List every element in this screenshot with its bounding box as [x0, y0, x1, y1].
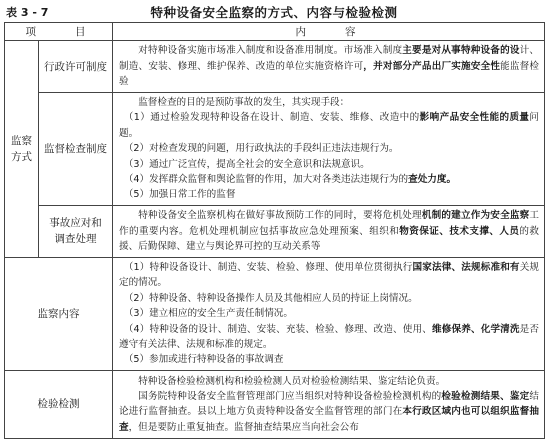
label-line1: 事故应对和 [49, 217, 102, 230]
label-inspection: 监督检查制度 [39, 93, 113, 206]
table-number: 表 3 - 7 [6, 6, 49, 19]
inspection-intro: 监督检查的目的是预防事故的发生，其实现手段： [138, 97, 350, 108]
inspection-item-5: （5）加强日常工作的监督 [123, 189, 236, 201]
label-accident [39, 205, 113, 257]
text: 对特种设备实施市场准入制度和设备准用制度。市场准入制度 [138, 45, 403, 57]
bold-text: 物资保证、技术支撑、人员 [399, 225, 520, 237]
bold-text: 查处力度。 [408, 174, 457, 186]
text: 计、制造、安装、修理、维护保养、改造的单位实施资格许可 [119, 45, 540, 72]
row-accident [5, 205, 545, 257]
label-inspection-testing: 检验检测 [5, 370, 113, 438]
bold-text: 本行政区域内也可以组织 [402, 406, 510, 418]
header-row [5, 23, 545, 41]
text: （1）特种设备设计、制造、安装、检验、修理、使用单位贯彻执行 [123, 261, 413, 273]
bold-text: 监督抽查 [119, 406, 540, 433]
row-admin-license [5, 41, 545, 93]
inspection-item-4 [119, 172, 539, 187]
content-inspection-testing [113, 370, 545, 438]
table-title: 特种设备安全监察的方式、内容与检验检测 [150, 5, 398, 20]
content-item-2: （2）特种设备、特种设备操作人员及其他相应人员的持证上岗情况。 [123, 292, 418, 304]
content-admin-license [113, 41, 545, 93]
inspection-item-3: （3）通过广泛宣传，提高全社会的安全意识和法规意识。 [123, 158, 370, 170]
text: ，但是要防止重复抽查。监督抽查结果应当向社会公布 [128, 421, 359, 433]
text: 能监督检验 [119, 60, 540, 88]
header-content: 内 容 [113, 23, 545, 41]
text: 工作的重要内容。危机处理机制应包括事故应急处理预案、组织和 [119, 210, 540, 237]
label-line2: 调查处理 [54, 233, 97, 246]
text: 关规定的情况。 [119, 261, 540, 289]
row-supervision-content [5, 257, 545, 370]
table-caption [6, 3, 542, 21]
supervision-table [4, 22, 545, 439]
bold-text: 国家法律、法规标准和有 [412, 261, 520, 273]
bold-text: 主要是对从事特种设备的设 [402, 45, 520, 57]
content-item-5: （5）参加或进行特种设备的事故调查 [123, 354, 284, 366]
text: （1）通过检验发现特种设备在设计、制造、安装、维修、改造中的 [123, 112, 420, 124]
row-inspection [5, 93, 545, 206]
content-item-4 [119, 322, 539, 353]
row-inspection-testing [5, 370, 545, 438]
text: 的救援、后勤保障、建立与舆论界可控的互动关系等 [119, 225, 540, 253]
label-admin-license: 行政许可制度 [39, 41, 113, 93]
text: 问题。 [119, 112, 540, 139]
content-item-1 [119, 260, 539, 291]
testing-paragraph-1: 特种设备检验检测机构和检验检测人员对检验检测结果、鉴定结论负责。 [138, 375, 446, 387]
category-label-line2: 方式 [11, 150, 32, 163]
text: 特种设备安全监察机构在做好事故预防工作的同时，要将危机处理 [138, 210, 422, 222]
content-item-3: （3）建立相应的安全生产责任制情况。 [123, 308, 293, 320]
content-accident [113, 205, 545, 257]
text: 是否遵守有关法律、法规和标准的规定。 [119, 323, 540, 350]
header-item: 项 目 [5, 23, 113, 41]
testing-paragraph-2 [119, 389, 539, 435]
text: 结论进行监督抽查。县以上地方负责特种设备安全监督管理的部门在 [119, 390, 540, 418]
bold-text: 检验检测结果、鉴定 [441, 390, 530, 402]
content-supervision-content [113, 257, 545, 370]
text: （4）特种设备的设计、制造、安装、充装、检验、修理、改造、使用、 [123, 323, 432, 335]
bold-text: 影响产品安全性能的质量 [419, 112, 530, 124]
inspection-item-1 [119, 110, 539, 141]
label-supervision-content: 监察内容 [5, 257, 113, 370]
category-label-line1: 监察 [11, 134, 32, 147]
bold-text: 机制的建立作为安全监察 [421, 210, 530, 222]
category-supervision-methods [5, 41, 39, 258]
inspection-item-2: （2）对检查发现的问题，用行政执法的手段纠正违法违规行为。 [123, 143, 399, 155]
text: （4）发挥群众监督和舆论监督的作用，加大对各类违法违规行为的 [123, 174, 409, 186]
text: 国务院特种设备安全监督管理部门应当组织对特种设备检验检测机构的 [138, 390, 442, 402]
bold-text: 维修保养、化学清洗 [432, 323, 520, 335]
content-inspection [113, 93, 545, 206]
bold-text: ，并对部分产品出厂实施安全性 [363, 60, 501, 72]
